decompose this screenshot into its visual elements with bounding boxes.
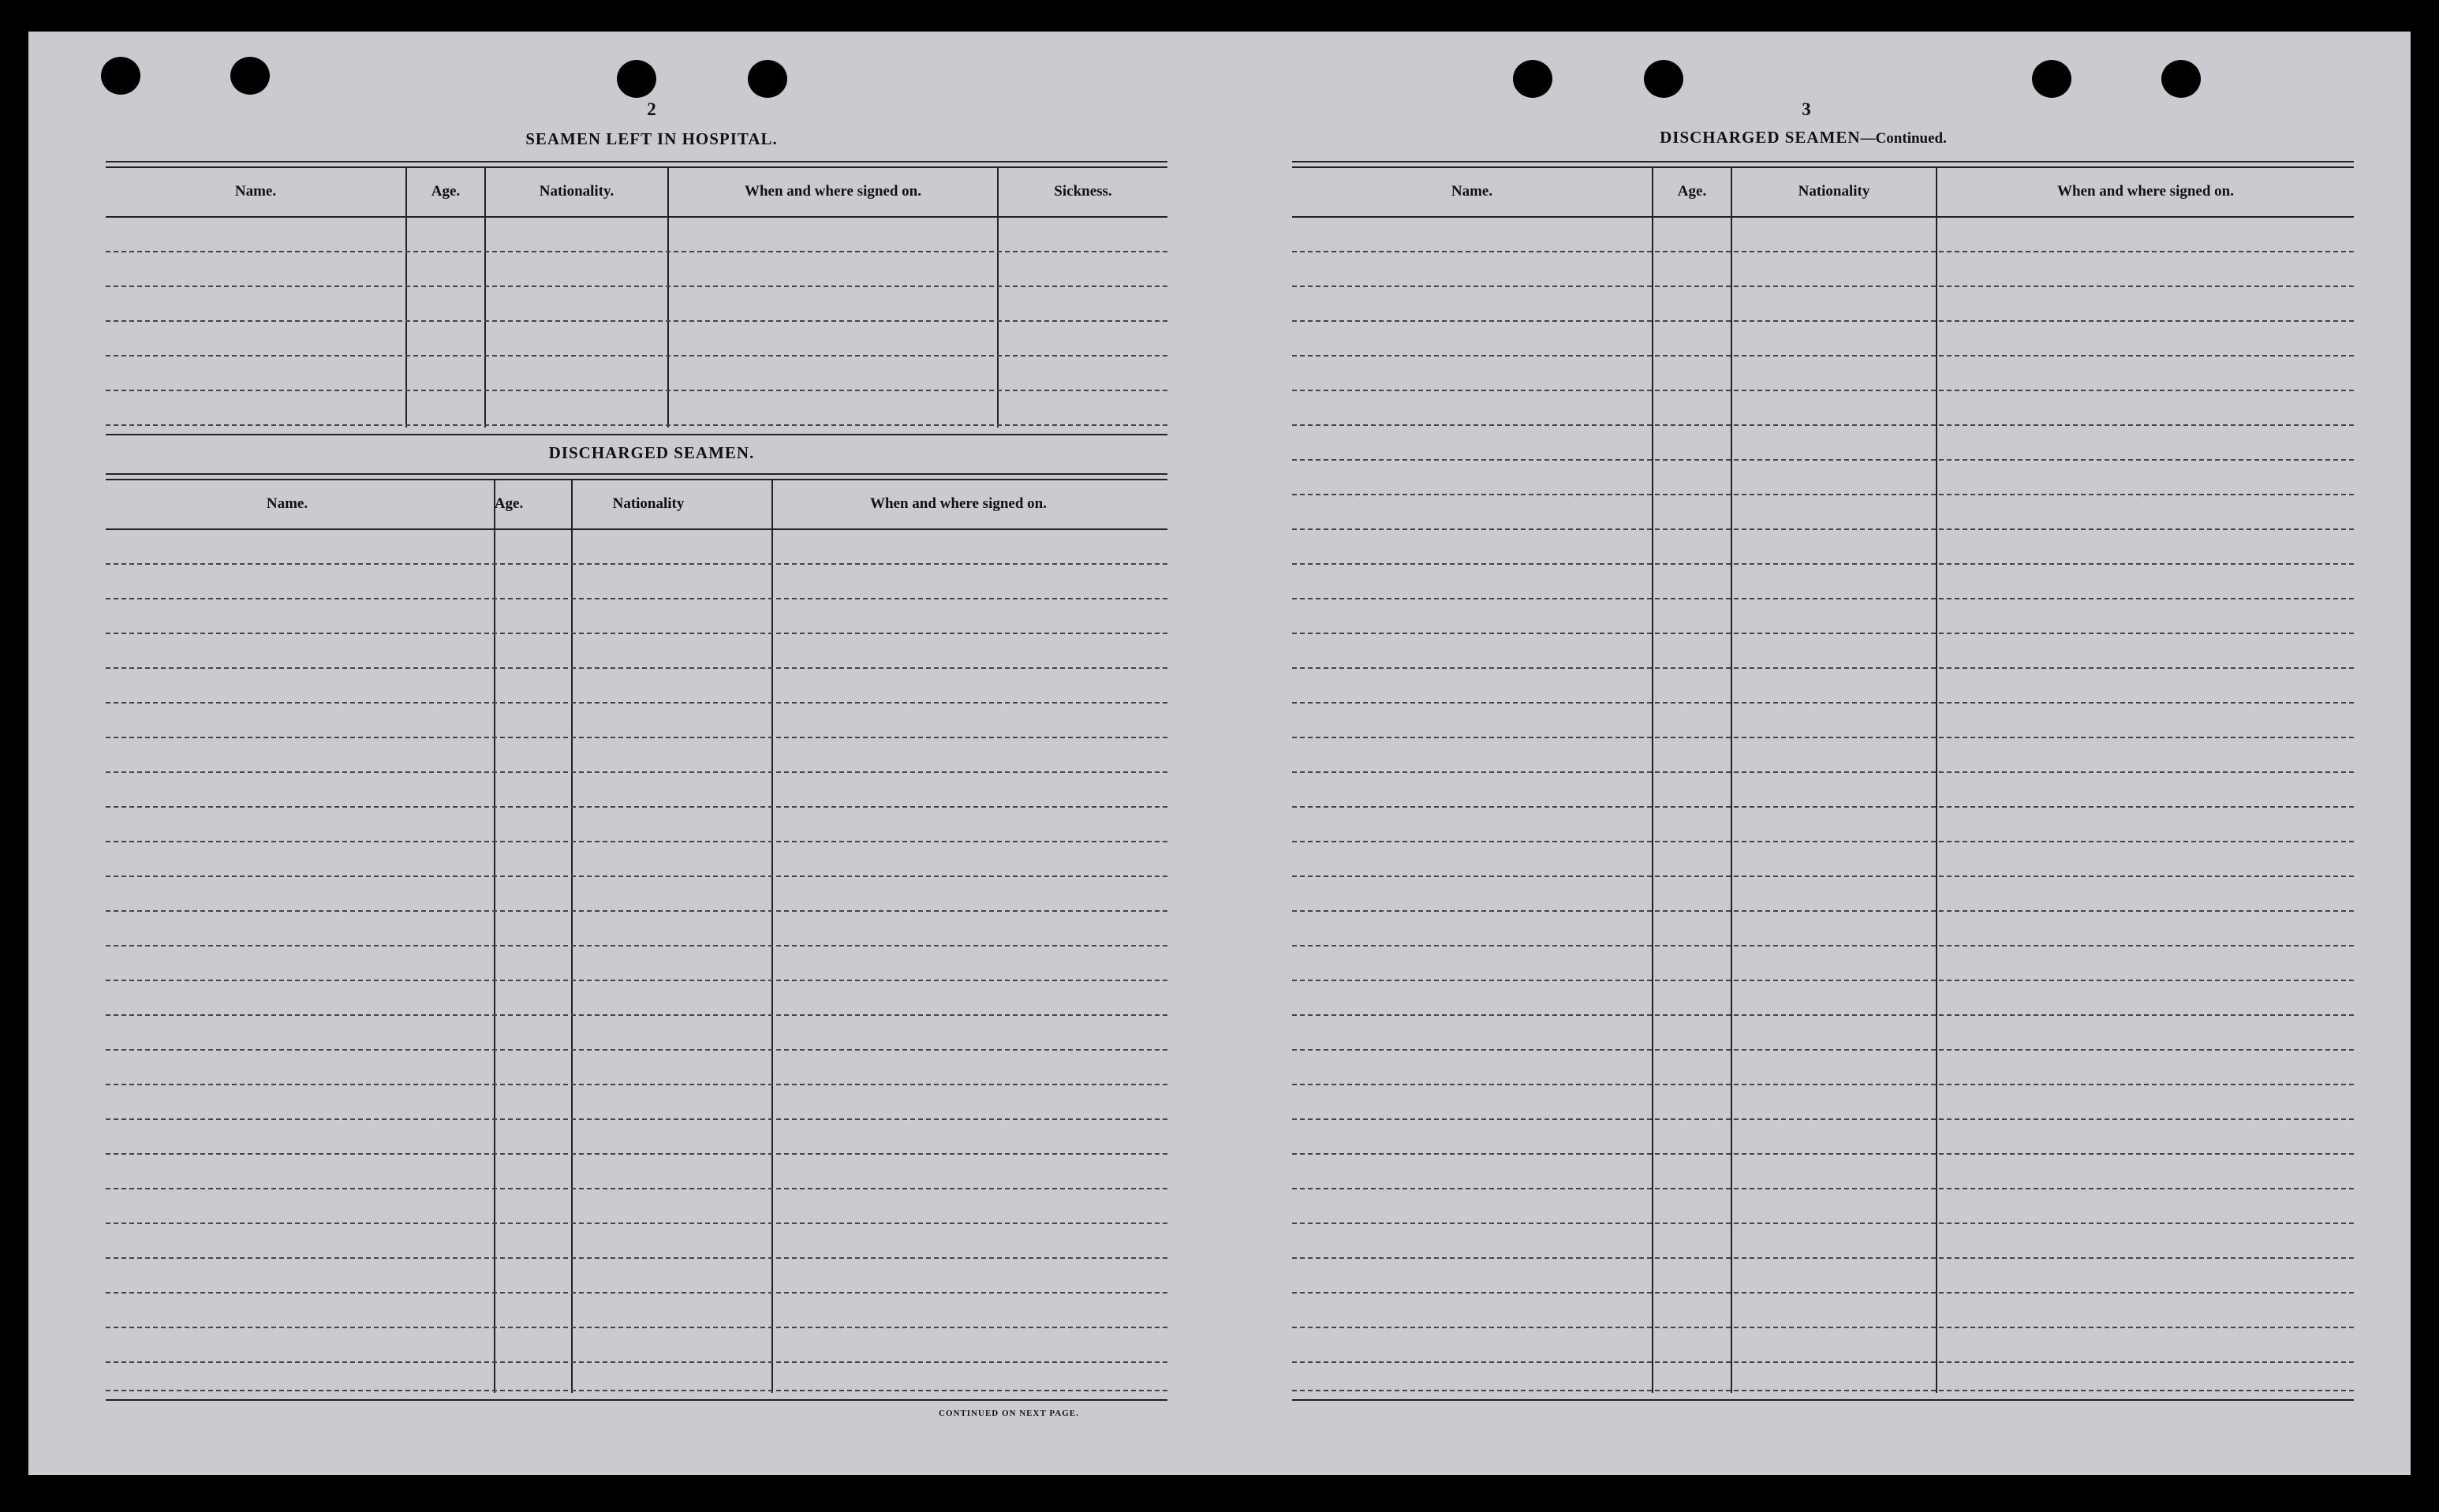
punch-hole [1513,60,1552,98]
discharged-table-left [106,473,1167,1443]
hospital-section-title: SEAMEN LEFT IN HOSPITAL. [525,129,778,148]
punch-hole [101,57,140,95]
page-number-right: 3 [1802,99,1811,119]
continued-footer: CONTINUED ON NEXT PAGE. [939,1409,1079,1418]
column-header: Nationality [1798,183,1870,200]
column-header: When and where signed on. [2056,183,2234,200]
column-header: When and where signed on. [869,495,1047,512]
column-header: Sickness. [1054,183,1112,200]
title-suffix: —Continued. [1860,130,1947,147]
title-main: DISCHARGED SEAMEN [1660,128,1861,147]
page-number-left: 2 [647,99,656,119]
column-header: Nationality. [539,183,614,200]
column-header: Age. [494,495,524,512]
punch-hole [748,60,787,98]
column-header: Name. [1451,183,1493,200]
ledger-sheet [28,32,2411,1475]
discharged-table-right [1292,161,2354,1439]
punch-hole [230,57,270,95]
hospital-table [106,161,1167,469]
punch-hole [617,60,656,98]
discharged-continued-title [1448,128,2158,147]
column-header: Name. [234,183,277,200]
punch-hole [2161,60,2201,98]
column-header: When and where signed on. [744,183,921,200]
punch-hole [1644,60,1683,98]
column-header: Age. [431,183,461,200]
column-header: Nationality [612,495,685,512]
discharged-section-title: DISCHARGED SEAMEN. [548,443,755,462]
column-header: Age. [1677,183,1707,200]
column-header: Name. [266,495,308,512]
punch-hole [2032,60,2071,98]
